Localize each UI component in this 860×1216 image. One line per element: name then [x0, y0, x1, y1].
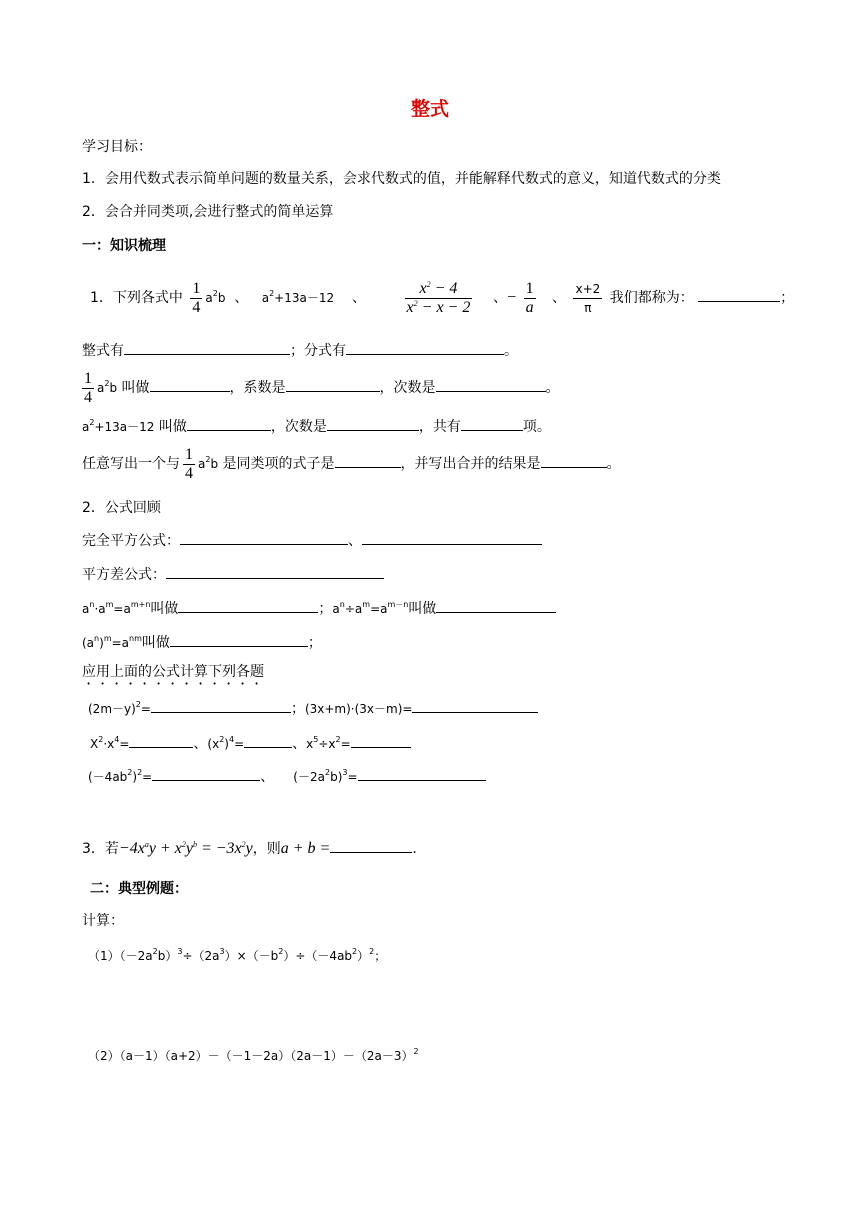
difference-of-squares-line: 平方差公式： — [82, 564, 384, 585]
q1-intro: 1．下列各式中 — [90, 290, 183, 306]
exercise-line-3: $(-4ab^2)^2=$ 、 $(-2a^2b)^3=$ — [88, 766, 486, 787]
answer-blank[interactable] — [166, 564, 384, 579]
apply-instruction: 应用上面的公式计算下列各题 — [82, 664, 264, 680]
answer-blank[interactable] — [461, 416, 523, 431]
answer-blank[interactable] — [358, 766, 486, 781]
fraction-one-quarter: $\frac{1}{4}$ — [185, 445, 193, 482]
objective-1: 1．会用代数式表示简单问题的数量关系，会求代数式的值，并能解释代数式的意义，知道代数式的分类 — [82, 171, 721, 187]
fraction-one-quarter: $\frac{1}{4}$ — [84, 369, 92, 406]
answer-blank[interactable] — [346, 340, 504, 355]
answer-blank[interactable] — [335, 453, 401, 468]
exponent-rules-line-1: $a^n\cdot a^m=a^{m+n}$叫做 ；$a^n\div a^m=a^{m-n}$叫做 — [82, 598, 556, 619]
answer-blank[interactable] — [129, 733, 193, 748]
answer-blank[interactable] — [327, 416, 419, 431]
answer-blank[interactable] — [541, 453, 607, 468]
fraction-x-plus-2-over-pi: $\frac{x+2}{\pi}$ — [575, 281, 601, 315]
section2-heading: 二：典型例题： — [90, 881, 188, 897]
page-title: 整式 — [410, 98, 449, 120]
objective-2: 2．会合并同类项,会进行整式的简单运算 — [82, 204, 334, 220]
expr-polynomial: $a^2+13a-12$ — [261, 289, 335, 305]
answer-blank[interactable] — [180, 530, 348, 545]
similar-terms-line: 任意写出一个与 $\frac{1}{4}$ $a^2b$ 是同类项的式子是 ，并写出合并的结果是 。 — [82, 445, 621, 482]
problem-2: $(2)(a-1)(a+2)-(-1-2a)(2a-1)-(2a-3)^2$ — [88, 1047, 419, 1063]
answer-blank[interactable] — [187, 416, 271, 431]
answer-blank[interactable] — [351, 733, 411, 748]
answer-blank[interactable] — [436, 598, 556, 613]
formula-review-heading: 2．公式回顾 — [82, 500, 161, 516]
answer-blank[interactable] — [124, 340, 290, 355]
answer-blank[interactable] — [286, 377, 380, 392]
answer-blank[interactable] — [170, 632, 308, 647]
answer-blank[interactable] — [330, 838, 412, 853]
integral-line: 整式有 ；分式有 。 — [82, 340, 518, 361]
exercise-line-1: $(2m-y)^2=$ ；(3x+m)·(3x－m)= — [88, 698, 538, 719]
compute-label: 计算： — [82, 913, 124, 929]
answer-blank[interactable] — [698, 287, 780, 302]
exponent-rules-line-2: $(a^n)^m=a^{nm}$叫做 ； — [82, 634, 322, 651]
answer-blank[interactable] — [412, 698, 538, 713]
exercise-line-2: $X^2\cdot x^4=$ 、$(x^2)^4=$ 、$x^5\div x^2=$ — [90, 733, 411, 754]
answer-blank[interactable] — [151, 698, 291, 713]
section1-heading: 一：知识梳理 — [82, 238, 166, 254]
fraction-rational: $\frac{x^2 - 4}{x^2 - x - 2}$ — [406, 279, 471, 316]
fraction-one-quarter: $\frac{1}{4}$ — [192, 279, 201, 316]
answer-blank[interactable] — [436, 377, 546, 392]
q1-line: 1．下列各式中 $\frac{1}{4}$ $a^2b$ 、 $a^2+13a-12$ 、 $\frac{x^2 - 4}{x^2 - x - 2}$ 、− $\frac{1}{a}$ 、 $\frac{x+2}{\pi}$ 我们都称为： ； — [90, 279, 795, 316]
answer-blank[interactable] — [244, 733, 292, 748]
answer-blank[interactable] — [362, 530, 542, 545]
answer-blank[interactable] — [178, 598, 318, 613]
monomial-line: $\frac{1}{4}$ $a^2b$ 叫做 ，系数是 ，次数是 。 — [84, 369, 560, 406]
fraction-neg-one-over-a: $\frac{1}{a}$ — [525, 279, 534, 316]
question-3: 3．若$-4x^ay + x^2y^b = -3x^2y$，则a + b = . — [82, 840, 417, 857]
perfect-square-line: 完全平方公式： 、 — [82, 530, 542, 551]
answer-blank[interactable] — [152, 766, 260, 781]
objectives-label: 学习目标： — [82, 139, 152, 155]
polynomial-line: $a^2+13a-12$ 叫做 ，次数是 ，共有 项。 — [82, 418, 551, 435]
problem-1: $(1)(-2a^2b)^3\div(2a^3)\times(-b^2)\div(-4ab^2)^2$； — [88, 947, 387, 963]
answer-blank[interactable] — [150, 377, 230, 392]
